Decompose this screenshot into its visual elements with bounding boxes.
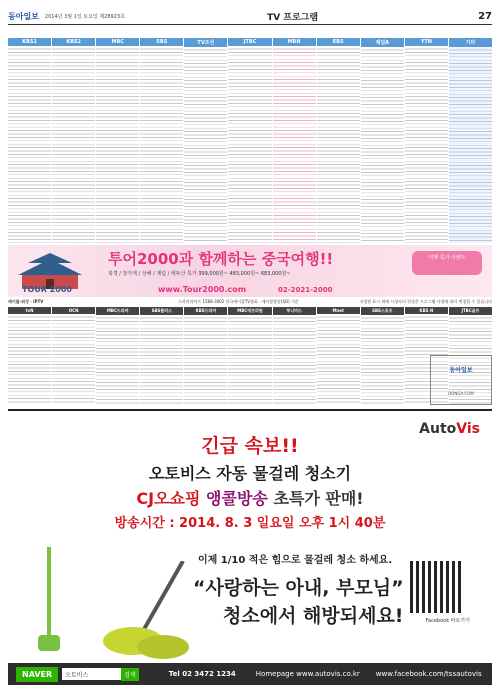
channel-header: YTN — [405, 38, 448, 46]
channel-header: 기타 — [449, 38, 492, 47]
tour-url[interactable]: www.Tour2000.com — [158, 285, 247, 294]
schedule-list — [184, 47, 227, 243]
product-name: 오토비스 자동 물걸레 청소기 — [148, 464, 352, 483]
schedule-list — [228, 46, 271, 243]
channel-column — [184, 307, 227, 405]
channel-header: EBS — [317, 38, 360, 46]
channel-column — [361, 38, 404, 243]
channel-column — [317, 38, 360, 243]
channel-column — [96, 38, 139, 243]
ad-homepage[interactable]: Homepage www.autovis.co.kr — [255, 670, 360, 678]
autovis-ad — [8, 409, 492, 685]
channel-main: 앵콜방송 — [206, 489, 268, 508]
channel-column — [184, 38, 227, 243]
publisher-url: DONGA.COM — [448, 390, 474, 396]
ad-telephone: Tel 02 3472 1234 — [168, 670, 236, 678]
channel-column — [140, 307, 183, 405]
tv-schedule-grid-top — [8, 38, 492, 243]
channel-column — [273, 38, 316, 243]
airtime: 방송시간 : 2014. 8. 3 일요일 오후 1시 40분 — [114, 516, 386, 531]
tour-prices: 북경 / 장가계 / 상해 / 계림 / 백두산 특가 399,000원~ 483,000원~ 683,000원~ — [108, 271, 291, 277]
cable-note: 스카이라이프 1588-3002 한국케이블TV협회 · 케이블방송(SO) 기준 — [178, 299, 299, 304]
schedule-list — [405, 46, 448, 243]
brand-prefix: Auto — [419, 421, 457, 437]
schedule-list — [52, 314, 95, 405]
page-number: 27 — [478, 10, 492, 22]
publisher-logo-box — [430, 355, 492, 405]
schedule-list — [96, 315, 139, 405]
brand-suffix: Vis — [456, 421, 480, 437]
tour-headline: 투어2000과 함께하는 중국여행!! — [108, 250, 334, 268]
search-button[interactable]: 검색 — [121, 668, 139, 681]
schedule-list — [140, 46, 183, 243]
channel-column — [405, 38, 448, 243]
schedule-list — [8, 314, 51, 405]
page-header — [8, 8, 492, 25]
schedule-list — [449, 47, 492, 243]
newspaper-name: 동아일보 — [8, 11, 39, 21]
schedule-list — [317, 314, 360, 405]
tv-schedule-grid-bottom — [8, 307, 492, 405]
channel-header: Mnet — [317, 307, 360, 314]
channel-column — [8, 307, 51, 405]
channel-header: TV조선 — [184, 38, 227, 47]
schedule-list — [228, 315, 271, 405]
breaking-news-title: 긴급 속보!! — [201, 435, 299, 457]
channel-header: MBC에브리원 — [228, 307, 271, 315]
channel-header: JTBC — [228, 38, 271, 46]
tagline-small: 이제 1/10 적은 힘으로 물걸레 청소 하세요. — [198, 555, 393, 566]
issue-date: 2014년 3월 1일 토요일 제28923호 — [44, 13, 125, 20]
tour2000-ad — [8, 245, 492, 297]
channel-prefix: CJ오쇼핑 — [136, 489, 201, 508]
channel-legend — [8, 27, 492, 35]
channel-header: KBS1 — [8, 38, 51, 46]
channel-header: SBS — [140, 38, 183, 46]
section-title: TV 프로그램 — [267, 12, 319, 23]
tour-stamp: 여행 특가 이벤트 — [412, 251, 482, 275]
channel-column — [96, 307, 139, 405]
schedule-list — [140, 315, 183, 405]
tour-tel: 02-2021-2000 — [278, 286, 333, 294]
channel-header: KBS드라마 — [184, 307, 227, 315]
cable-disclaimer: 지정된 표시 외에 시청자의 편성은 프로그램 사정에 따라 변경될 수 있습니다 — [359, 299, 492, 304]
channel-header: SBS스포츠 — [361, 307, 404, 315]
channel-column — [449, 38, 492, 243]
schedule-list — [361, 315, 404, 405]
schedule-list — [52, 46, 95, 243]
qr-label: Facebook 바로가기 — [425, 618, 470, 624]
schedule-list — [361, 47, 404, 243]
channel-column — [273, 307, 316, 405]
channel-header: KBS N — [405, 307, 448, 314]
channel-column — [8, 38, 51, 243]
tagline-big-2: 청소에서 해방되세요! — [223, 605, 404, 627]
channel-column — [52, 38, 95, 243]
cable-band — [8, 299, 492, 305]
channel-column — [361, 307, 404, 405]
cable-title: 케이블·위성 · IPTV — [8, 299, 44, 304]
channel-column — [317, 307, 360, 405]
mop-handle-icon — [38, 547, 60, 657]
ad-facebook[interactable]: www.facebook.com/tssautovis — [375, 670, 482, 678]
schedule-list — [8, 46, 51, 243]
schedule-list — [96, 46, 139, 243]
qr-code-icon[interactable] — [410, 561, 462, 613]
naver-search-box[interactable]: 오토비스 — [62, 668, 121, 680]
schedule-list — [273, 46, 316, 243]
channel-header: OCN — [52, 307, 95, 314]
channel-header: MBC — [96, 38, 139, 46]
channel-header: SBS플러스 — [140, 307, 183, 315]
publisher-logo: 동아일보 — [449, 366, 473, 374]
tour-logo: TOUR 2000 — [22, 285, 72, 294]
channel-header: 채널A — [361, 38, 404, 47]
channel-column — [52, 307, 95, 405]
schedule-list — [273, 315, 316, 405]
channel-header: JTBC골프 — [449, 307, 492, 315]
channel-column — [140, 38, 183, 243]
schedule-list — [317, 46, 360, 243]
schedule-list — [184, 315, 227, 405]
naver-logo: NAVER — [16, 667, 58, 682]
channel-header: tvN — [8, 307, 51, 314]
tagline-big-1: “사랑하는 아내, 부모님” — [193, 577, 404, 599]
mop-device-icon — [103, 561, 193, 661]
channel-header: 투니버스 — [273, 307, 316, 315]
ad-footer — [8, 663, 492, 685]
channel-line — [8, 486, 492, 509]
channel-column — [228, 38, 271, 243]
channel-suffix: 초특가 판매! — [273, 489, 364, 508]
channel-header: MBC드라마 — [96, 307, 139, 315]
channel-column — [228, 307, 271, 405]
channel-header: KBS2 — [52, 38, 95, 46]
channel-header: MBN — [273, 38, 316, 46]
